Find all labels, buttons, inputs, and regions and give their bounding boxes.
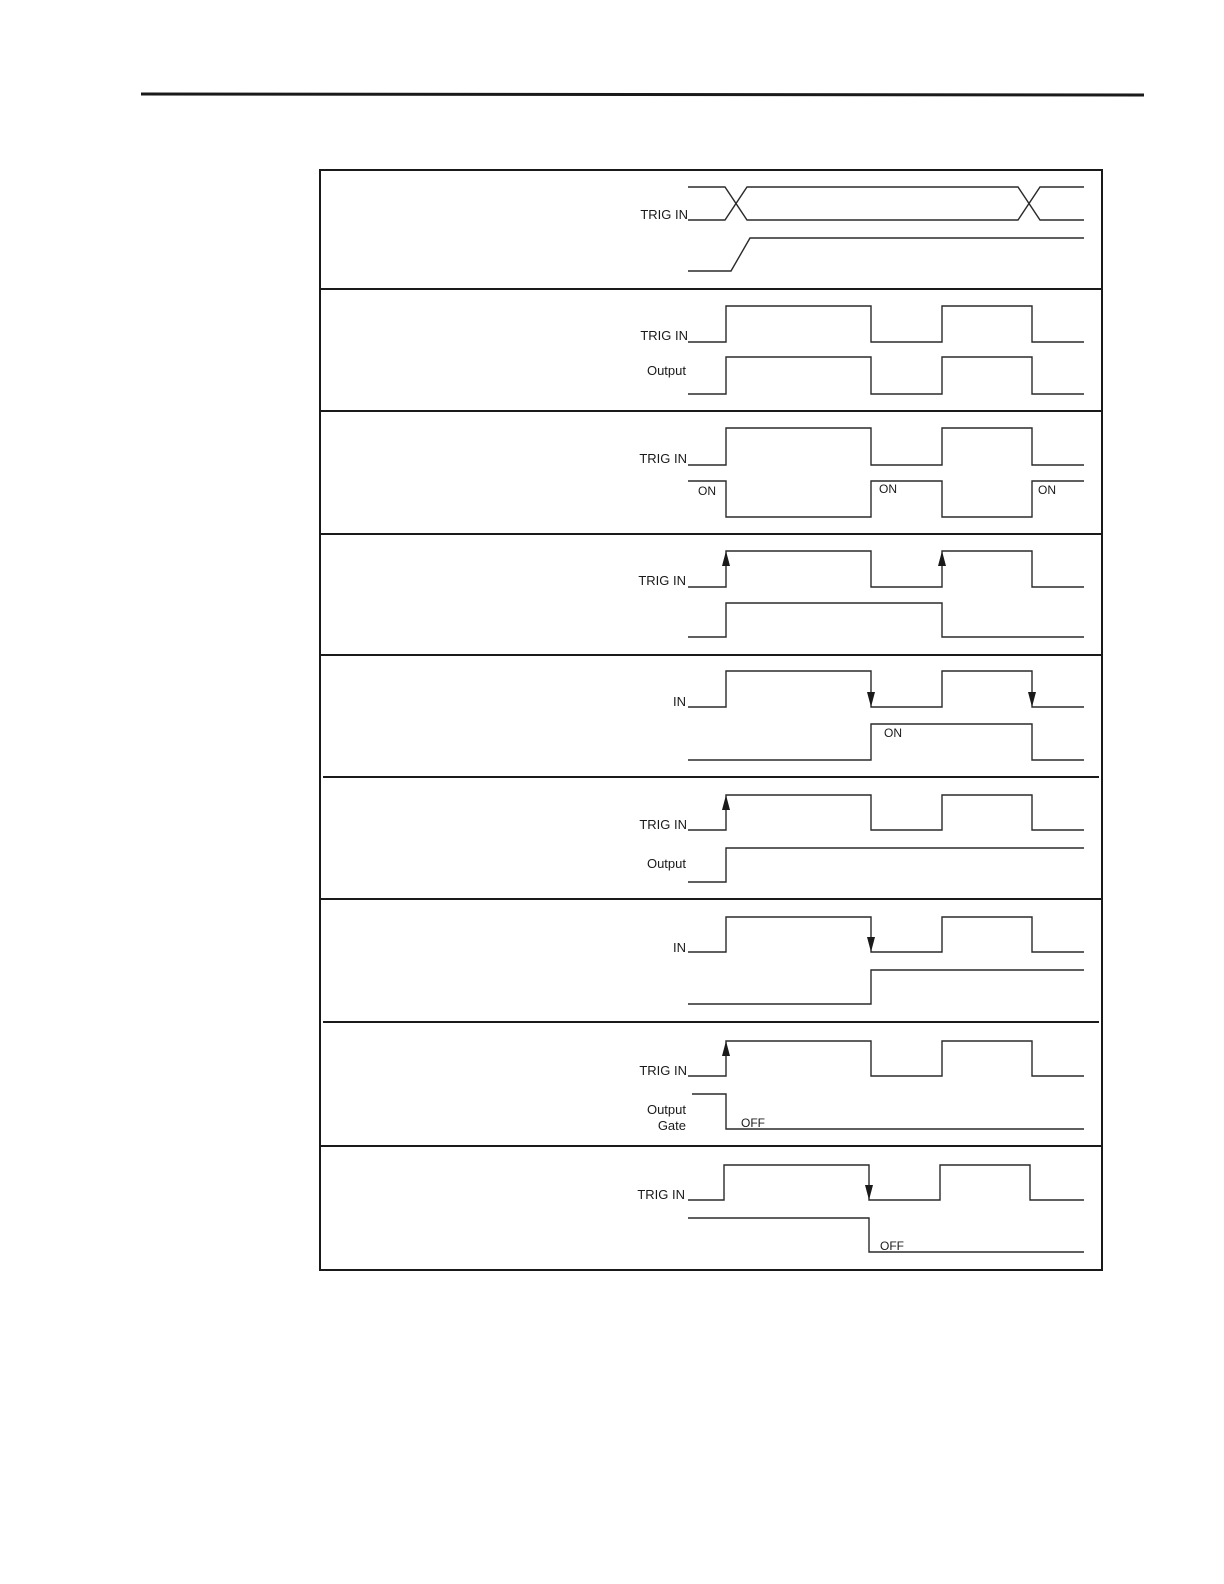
in-waveform: [688, 671, 1084, 707]
state-label-on: ON: [1038, 483, 1056, 497]
state-label-off: OFF: [880, 1239, 904, 1253]
output-waveform: [688, 357, 1084, 394]
state-label-on: ON: [879, 482, 897, 496]
rising-edge-arrow-icon: [722, 551, 730, 566]
rising-edge-arrow-icon: [938, 551, 946, 566]
falling-edge-arrow-icon: [865, 1185, 873, 1200]
panel-8: [639, 1041, 1084, 1133]
panel-2: [640, 306, 1084, 394]
trig-in-waveform: [688, 795, 1084, 830]
panel-7: [673, 917, 1084, 1004]
trig-in-waveform: [688, 428, 1084, 465]
header-rule: [141, 94, 1144, 95]
signal-label-line2: Gate: [657, 1118, 686, 1133]
trig-in-bus-waveform-lower: [688, 187, 1084, 220]
falling-edge-arrow-icon: [1028, 692, 1036, 707]
signal-label: TRIG IN: [640, 207, 688, 222]
signal-label: IN: [673, 694, 686, 709]
panel-5: [673, 671, 1084, 760]
signal-label: Output: [646, 1102, 686, 1117]
state-label-on: ON: [698, 484, 716, 498]
panel-3: [639, 428, 1084, 517]
rising-edge-arrow-icon: [722, 795, 730, 810]
signal-label: TRIG IN: [639, 1063, 687, 1078]
state-label-off: OFF: [741, 1116, 765, 1130]
signal-label: TRIG IN: [639, 817, 687, 832]
signal-label: TRIG IN: [640, 328, 688, 343]
panel-1: [640, 187, 1084, 271]
in-waveform: [688, 917, 1084, 952]
rising-edge-arrow-icon: [722, 1041, 730, 1056]
panel-dividers: [320, 289, 1102, 1146]
state-label-on: ON: [884, 726, 902, 740]
trig-in-waveform: [688, 306, 1084, 342]
panel-9: [637, 1165, 1084, 1253]
signal-label: IN: [673, 940, 686, 955]
signal-label: Output: [646, 856, 686, 871]
signal-label: TRIG IN: [639, 451, 687, 466]
falling-edge-arrow-icon: [867, 937, 875, 952]
diagram-frame: [320, 170, 1102, 1270]
slow-rise-waveform: [688, 238, 1084, 271]
signal-label: TRIG IN: [637, 1187, 685, 1202]
trig-in-waveform: [688, 1041, 1084, 1076]
signal-label: Output: [646, 363, 686, 378]
panel-4: [638, 551, 1084, 637]
signal-label: TRIG IN: [638, 573, 686, 588]
falling-edge-arrow-icon: [867, 692, 875, 707]
panel-6: [639, 795, 1084, 882]
latched-output-waveform: [688, 970, 1084, 1004]
trig-in-bus-waveform: [688, 187, 1084, 220]
toggle-output-waveform: [688, 603, 1084, 637]
trig-in-waveform: [688, 551, 1084, 587]
trig-in-waveform: [688, 1165, 1084, 1200]
latched-output-waveform: [688, 848, 1084, 882]
